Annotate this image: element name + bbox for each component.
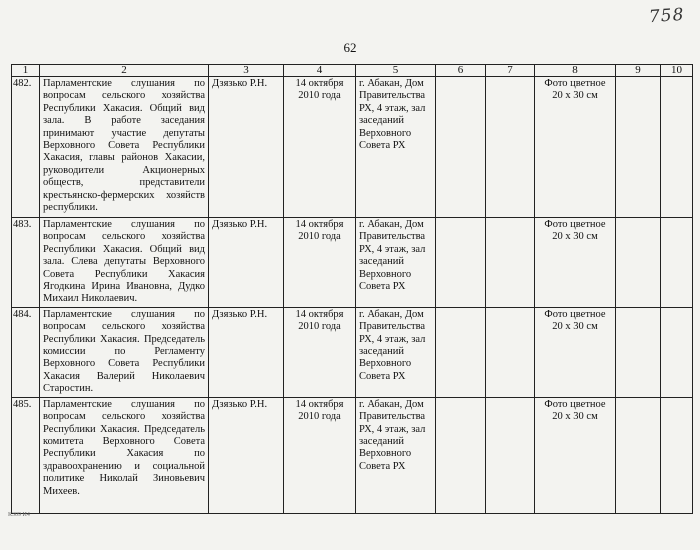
page-number: 62	[343, 40, 357, 55]
row-date: 14 октября 2010 года	[284, 77, 356, 218]
table-header-row	[12, 65, 693, 77]
column-header: 10	[661, 65, 693, 77]
row-description: Парламентские слушания по вопросам сельского хозяйства Республики Хакасия. Председатель комиссии по Регламенту Верховного Совета Республики Хакасия Валерий Николаевич Старостин.	[40, 307, 209, 397]
row-place: г. Абакан, Дом Правительства РХ, 4 этаж, зал заседаний Верховного Совета РХ	[356, 397, 436, 513]
row-place: г. Абакан, Дом Правительства РХ, 4 этаж, зал заседаний Верховного Совета РХ	[356, 218, 436, 308]
archive-page-stamp: 758	[647, 4, 685, 28]
row-place: г. Абакан, Дом Правительства РХ, 4 этаж, зал заседаний Верховного Совета РХ	[356, 77, 436, 218]
row-author: Дзязько Р.Н.	[209, 218, 284, 308]
row-col10	[661, 77, 693, 218]
row-author: Дзязько Р.Н.	[209, 307, 284, 397]
row-format: Фото цветное 20 х 30 см	[535, 77, 616, 218]
column-header: 4	[284, 65, 356, 77]
column-header: 7	[486, 65, 535, 77]
row-col6	[436, 218, 486, 308]
table-row	[12, 397, 693, 513]
row-description: Парламентские слушания по вопросам сельского хозяйства Республики Хакасия. Председатель комитета Верховного Совета Республики Хакасия по здравоохранению и социальной политике Николай Зиновьевич Михеев.	[40, 397, 209, 513]
column-header: 3	[209, 65, 284, 77]
row-number: 485.	[12, 397, 40, 513]
column-header: 5	[356, 65, 436, 77]
row-col9	[616, 77, 661, 218]
row-description: Парламентские слушания по вопросам сельского хозяйства Республики Хакасия. Общий вид зала. Слева депутаты Верховного Совета Республики Хакасия Ягодкина Ирина Ивановна, Дудко Михаил Николаевич.	[40, 218, 209, 308]
row-col6	[436, 77, 486, 218]
row-col7	[486, 218, 535, 308]
row-date: 14 октября 2010 года	[284, 397, 356, 513]
column-header: 6	[436, 65, 486, 77]
column-header: 1	[12, 65, 40, 77]
row-col9	[616, 397, 661, 513]
row-number: 482.	[12, 77, 40, 218]
row-col10	[661, 397, 693, 513]
row-col9	[616, 218, 661, 308]
row-author: Дзязько Р.Н.	[209, 397, 284, 513]
row-author: Дзязько Р.Н.	[209, 77, 284, 218]
row-format: Фото цветное 20 х 30 см	[535, 307, 616, 397]
row-date: 14 октября 2010 года	[284, 218, 356, 308]
row-date: 14 октября 2010 года	[284, 307, 356, 397]
table-row	[12, 307, 693, 397]
row-col10	[661, 307, 693, 397]
column-header: 2	[40, 65, 209, 77]
column-header: 8	[535, 65, 616, 77]
row-col7	[486, 397, 535, 513]
row-format: Фото цветное 20 х 30 см	[535, 218, 616, 308]
row-col7	[486, 77, 535, 218]
row-col7	[486, 307, 535, 397]
column-header: 9	[616, 65, 661, 77]
row-format: Фото цветное 20 х 30 см	[535, 397, 616, 513]
row-col6	[436, 397, 486, 513]
table-row	[12, 218, 693, 308]
row-description: Парламентские слушания по вопросам сельского хозяйства Республики Хакасия. Общий вид зала. В работе заседания принимают участие депутаты Верховного Совета Республики Хакасия, главы районов Хакасии, руководители Акционерных обществ, представители крестьянско-фермерских хозяйств республики.	[40, 77, 209, 218]
row-number: 484.	[12, 307, 40, 397]
row-col9	[616, 307, 661, 397]
row-col10	[661, 218, 693, 308]
table-row	[12, 77, 693, 218]
row-number: 483.	[12, 218, 40, 308]
row-col6	[436, 307, 486, 397]
archive-footer-mark: К309 И4	[8, 512, 30, 518]
row-place: г. Абакан, Дом Правительства РХ, 4 этаж, зал заседаний Верховного Совета РХ	[356, 307, 436, 397]
inventory-table	[11, 64, 693, 514]
